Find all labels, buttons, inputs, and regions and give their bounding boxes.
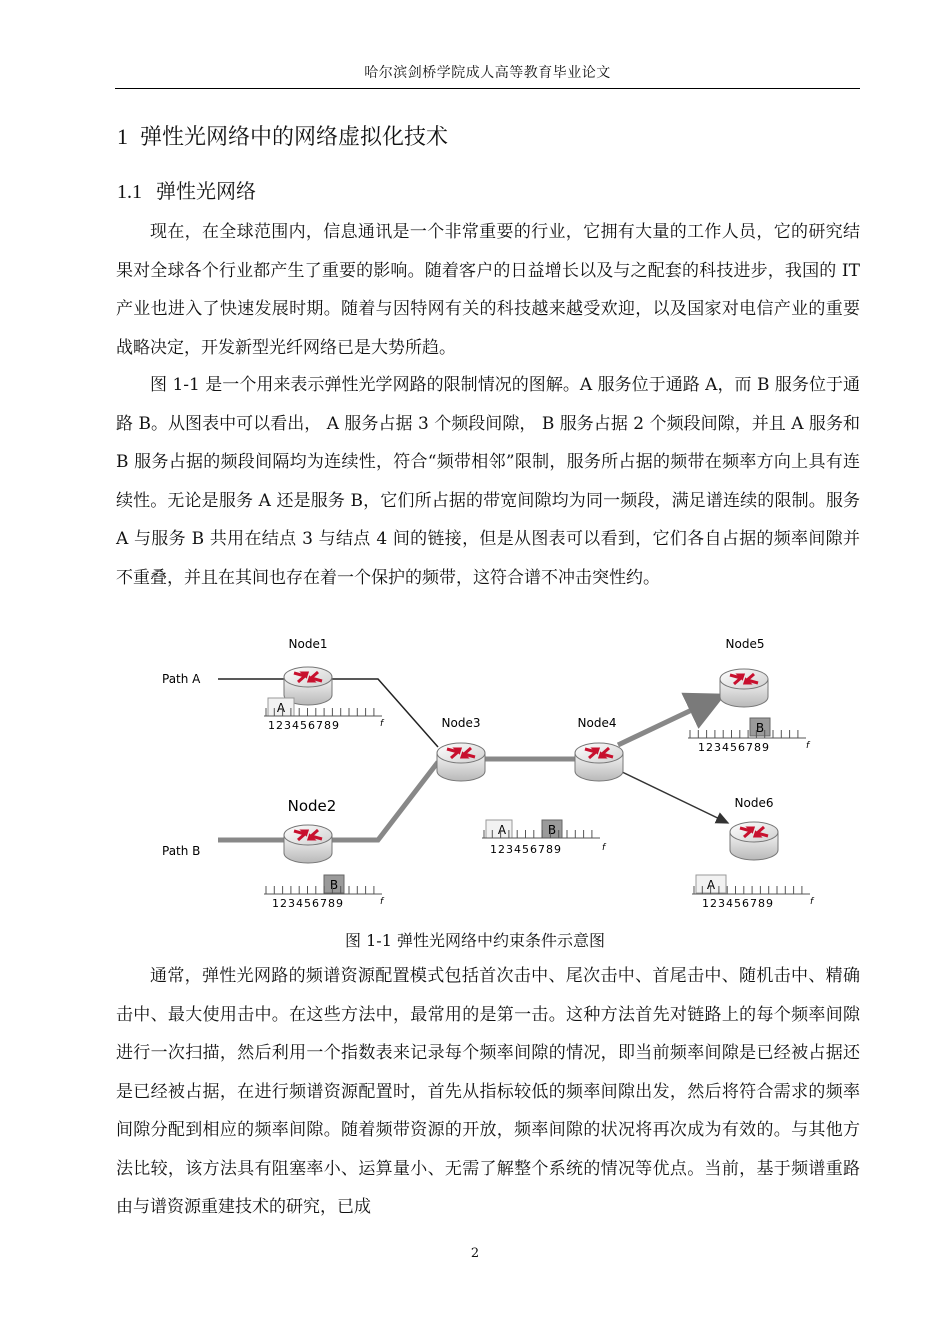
slot-numbers: 123456789 (268, 719, 340, 732)
slot-numbers: 123456789 (490, 843, 562, 856)
axis-unit-f: f (380, 719, 384, 729)
service-b-label: B (329, 878, 339, 892)
node5-router-icon (720, 669, 768, 707)
node4-node6-link (618, 770, 728, 823)
path-b-label: Path B (162, 844, 201, 858)
chapter-heading (117, 120, 448, 151)
node4-router-icon (575, 743, 623, 781)
page-number: 2 (470, 1246, 480, 1261)
elastic-optical-network-figure (150, 630, 814, 920)
spectrum-strip-path-a (264, 698, 385, 732)
section-heading (117, 175, 256, 204)
slot-numbers: 123456789 (702, 897, 774, 910)
header-rule (115, 88, 860, 89)
spectrum-strip-shared-link (482, 820, 607, 856)
paragraph-2: 图 1-1 是一个用来表示弹性光学网路的限制情况的图解。A 服务位于通路 A，而 B 服务位于通路 B。从图表中可以看出， A 服务占据 3 个频段间隙， B 服务占据 2 个频段间隙，并且 A 服务和 B 服务占据的频段间隔均为连续性，符合“频带相邻”限制，服务所占据的频带在频率方向上具有连续性。无论是服务 A 还是服务 B，它们所占据的带宽间隙均为同一频段，满足谱连续的限制。服务 A 与服务 B 共用在结点 3 与结点 4 间的链接，但是从图表可以看到，它们各自占据的频率间隙并不重叠，并且在其间也存在着一个保护的频带，这符合谱不冲击突性约。 (116, 375, 860, 588)
chapter-title: 弹性光网络中的网络虚拟化技术 (140, 125, 449, 150)
node2-label: Node2 (287, 797, 337, 815)
service-a-label: A (706, 878, 716, 892)
axis-unit-f: f (602, 843, 606, 853)
spectrum-strip-node6 (692, 875, 815, 910)
figure-caption: 图 1-1 弹性光网络中约束条件示意图 (345, 931, 605, 950)
service-a-label: A (276, 701, 286, 715)
node3-label: Node3 (441, 716, 481, 730)
service-a-label: A (497, 823, 507, 837)
axis-unit-f: f (380, 897, 384, 907)
node5-label: Node5 (725, 637, 765, 651)
node2-router-icon (284, 825, 332, 863)
node3-router-icon (437, 743, 485, 781)
slot-numbers: 123456789 (272, 897, 344, 910)
section-title: 弹性光网络 (156, 179, 256, 203)
spectrum-strip-node5 (688, 718, 811, 754)
slot-numbers: 123456789 (698, 741, 770, 754)
paragraph-1: 现在，在全球范围内，信息通讯是一个非常重要的行业，它拥有大量的工作人员，它的研究结果对全球各个行业都产生了重要的影响。随着客户的日益增长以及与之配套的科技进步，我国的 IT 产业也进入了快速发展时期。随着与因特网有关的科技越来越受欢迎，以及国家对电信产业的重要战略决定，开发新型光纤网络已是大势所趋。 (116, 222, 860, 358)
section-number: 1.1 (117, 181, 142, 203)
spectrum-strip-path-b (264, 875, 385, 910)
service-b-label: B (547, 823, 557, 837)
service-b-label: B (755, 721, 765, 735)
node6-router-icon (730, 822, 778, 860)
path-a-label: Path A (162, 672, 201, 686)
chapter-number: 1 (117, 124, 128, 149)
page-header: 哈尔滨剑桥学院成人高等教育毕业论文 (364, 65, 611, 81)
node1-label: Node1 (288, 637, 328, 651)
axis-unit-f: f (806, 741, 810, 751)
node6-label: Node6 (734, 796, 774, 810)
paragraph-3: 通常，弹性光网路的频谱资源配置模式包括首次击中、尾次击中、首尾击中、随机击中、精确击中、最大使用击中。在这些方法中，最常用的是第一击。这种方法首先对链路上的每个频率间隙进行一次扫描，然后利用一个指数表来记录每个频率间隙的情况，即当前频率间隙是已经被占据还是已经被占据，在进行频谱资源配置时，首先从指标较低的频率间隙出发，然后将符合需求的频率间隙分配到相应的频率间隙。随着频带资源的开放，频率间隙的状况将再次成为有效的。与其他方法比较，该方法具有阻塞率小、运算量小、无需了解整个系统的情况等优点。当前，基于频谱重路由与谱资源重建技术的研究，已成 (116, 966, 860, 1217)
axis-unit-f: f (810, 897, 814, 907)
node4-label: Node4 (577, 716, 617, 730)
